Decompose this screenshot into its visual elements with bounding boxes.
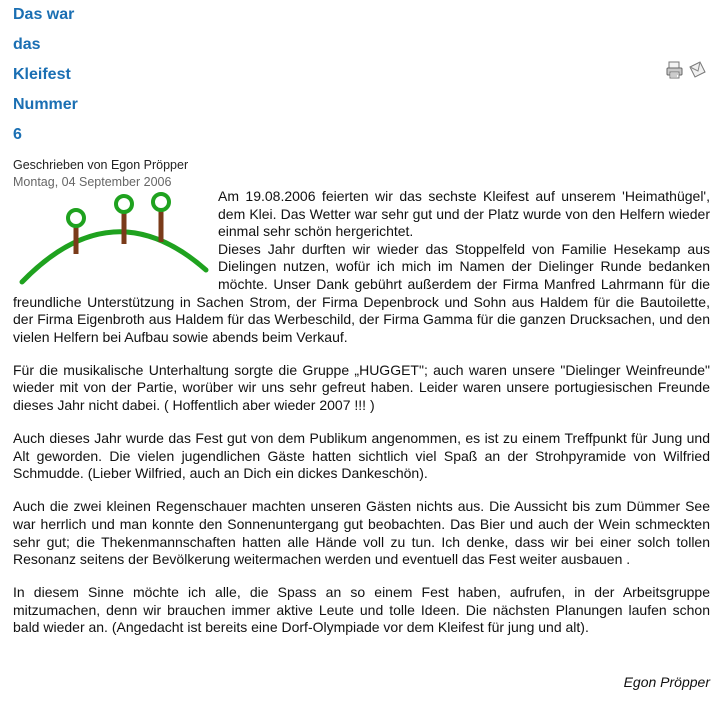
- email-icon[interactable]: [687, 60, 707, 80]
- article-paragraph: Auch die zwei kleinen Regenschauer machten unseren Gästen nichts aus. Die Aussicht bis zum Dümmer See war herrlich und man konnte den Sonnenuntergang gut beobachten. Das Bier und auch der Wein schmeckten sehr gut; die Thekenmannschaften hatten alle Hände voll zu tun. Ich denke, dass wir bei einer solch tollen Resonanz seitens der Bevölkerung weitermachen werden und eventuell das Fest weiter ausbauen .: [13, 498, 710, 568]
- article-title-line: Kleifest: [13, 66, 71, 83]
- article-paragraph: In diesem Sinne möchte ich alle, die Spass an so einem Fest haben, aufrufen, in der Arbeitsgruppe mitzumachen, denn wir brauchen immer aktive Leute und tolle Ideen. Die nächsten Planungen laufen schon bald wieder an. (Angedacht ist bereits eine Dorf-Olympiade vor dem Kleifest für jung und alt).: [13, 584, 710, 636]
- author-line: Geschrieben von Egon Pröpper: [13, 158, 189, 172]
- date-line: Montag, 04 September 2006: [13, 175, 172, 189]
- paragraph-text: Am 19.08.2006 feierten wir das sechste Kleifest auf unserem 'Heimathügel', dem Klei. Das Wetter war sehr gut und der Platz wurde von den Helfern wieder einmal sehr schön hergerichtet.: [218, 188, 710, 240]
- article-body: [13, 188, 710, 653]
- article-title: [13, 0, 313, 150]
- article-actions: [665, 60, 707, 80]
- logo-spacer: [13, 188, 218, 288]
- article-title-line: Nummer: [13, 96, 78, 113]
- article-paragraph: Für die musikalische Unterhaltung sorgte die Gruppe „HUGGET"; auch waren unsere "Dielinger Weinfreunde" wieder mit von der Partie, worüber wir uns sehr gefreut haben. Leider waren unsere portugiesischen Freunde dieses Jahr nicht dabei. ( Hoffentlich aber wieder 2007 !!! ): [13, 361, 710, 414]
- paragraph-text: Dieses Jahr durften wir wieder das Stoppelfeld von Familie Hesekamp aus Dielingen nutzen, wofür ich mich im Namen der Dielinger Runde bedanken möchte. Unser Dank gebührt außerdem der Firma Manfred Lahrmann für die freundliche Unterstützung in Sachen Strom, der Firma Depenbrock und Sohn aus Haldem für die Bautoilette, der Firma Eigenbroth aus Haldem für das Werbeschild, der Firma Gamma für die ganzen Drucksachen, und den vielen Helfern bei Aufbau sowie abends beim Verkauf.: [13, 240, 710, 345]
- article-paragraph: Auch dieses Jahr wurde das Fest gut von dem Publikum angenommen, es ist zu einem Treffpunkt für Jung und Alt geworden. Die vielen jugendlichen Gäste hatten sichtlich viel Spaß an der Strohpyramide von Wilfried Schmudde. (Lieber Wilfried, auch an Dich ein dickes Dankeschön).: [13, 430, 710, 482]
- print-icon[interactable]: [665, 60, 685, 80]
- article-title-line: Das war: [13, 6, 75, 23]
- article-title-line: das: [13, 36, 41, 53]
- signature: Egon Pröpper: [623, 674, 710, 690]
- article-title-line: 6: [13, 126, 22, 143]
